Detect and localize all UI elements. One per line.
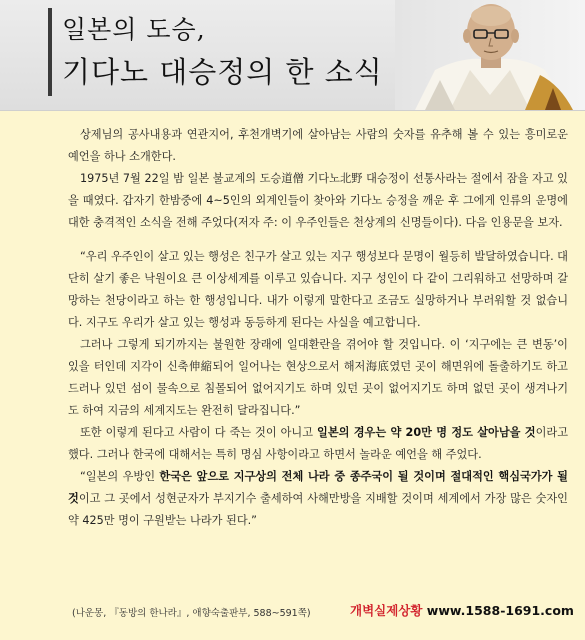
article-title-line1: 일본의 도승, (62, 15, 206, 44)
paragraph-intro: 상제님의 공사내용과 연관지어, 후천개벽기에 살아남는 사람의 숫자를 유추해 볼 수 있는 흥미로운 예언을 하나 소개한다. (68, 128, 568, 163)
site-url: www.1588-1691.com (422, 603, 574, 618)
paragraph-japan-survivors: 또한 이렇게 된다고 사람이 다 죽는 것이 아니고 일본의 경우는 약 20만 명 정도 살아남을 것이라고 했다. 그러나 한국에 대해서는 특히 명심 사항이라고 하면서 놀라운 예언을 해 주었다. (68, 426, 568, 461)
article-body (68, 124, 568, 532)
article-header (0, 0, 585, 111)
quote-paragraph-2: 그러나 그렇게 되기까지는 불원한 장래에 일대환란을 겪어야 할 것입니다. 이 ‘지구에는 큰 변동’이 있을 터인데 지각이 신축伸縮되어 일어나는 현상으로서 해저海底였던 곳이 해면위에 돌출하기도 하고 드러나 있던 섬이 물속으로 침몰되어 없어지기도 하며 있던 곳이 없어지기도 하며 없던 곳이 생겨나기도 하여 지금의 세계지도는 완전히 달라집니다.” (68, 338, 568, 417)
quote-paragraph-korea: “일본의 우방인 한국은 앞으로 지구상의 전체 나라 중 종주국이 될 것이며 절대적인 핵심국가가 될 것이고 그 곳에서 성현군자가 부지기수 출세하여 사해만방을 지배할 것이며 세계에서 가장 많은 숫자인 약 425만 명이 구원받는 나라가 된다.” (68, 470, 568, 527)
highlight-korea-prophecy: 한국은 앞으로 지구상의 전체 나라 중 종주국이 될 것이며 절대적인 핵심국가가 될 것 (68, 470, 568, 505)
monk-portrait-illustration (395, 0, 585, 110)
article-title-line2: 기다노 대승정의 한 소식 (62, 55, 383, 89)
title-accent-bar (48, 8, 52, 96)
website-credit[interactable] (350, 601, 574, 619)
site-brand: 개벽실제상황 (350, 603, 423, 618)
paragraph-event: 1975년 7월 22일 밤 일본 불교계의 도승道僧 기다노北野 대승정이 선통사라는 절에서 잠을 자고 있을 때였다. 갑자기 한밤중에 4~5인의 외계인들이 찾아와 기다노 승정을 깨운 후 그에게 인류의 운명에 대한 충격적인 소식을 전해 주었다(저자 주: 이 우주인들은 천상계의 신명들이다). 다음 인용문을 보자. (68, 172, 568, 229)
citation-source: (나운몽, 『동방의 한나라』, 애향숙출판부, 588~591쪽) (72, 608, 311, 619)
quote-paragraph-1: “우리 우주인이 살고 있는 행성은 친구가 살고 있는 지구 행성보다 문명이 월등히 발달하였습니다. 대단히 살기 좋은 낙원이요 큰 이상세계를 이루고 있습니다. 지구 성인이 다 같이 그리워하고 선망하며 갈망하는 천당이라고 하는 한 행성입니다. 내가 이렇게 말한다고 조금도 실망하거나 부러워할 것 없습니다. 지구도 우리가 살고 있는 행성과 동등하게 된다는 사실을 예고합니다. (68, 250, 568, 329)
monk-portrait-image (395, 0, 585, 110)
highlight-japan-survivors: 일본의 경우는 약 20만 명 정도 살아남을 것 (317, 426, 536, 439)
